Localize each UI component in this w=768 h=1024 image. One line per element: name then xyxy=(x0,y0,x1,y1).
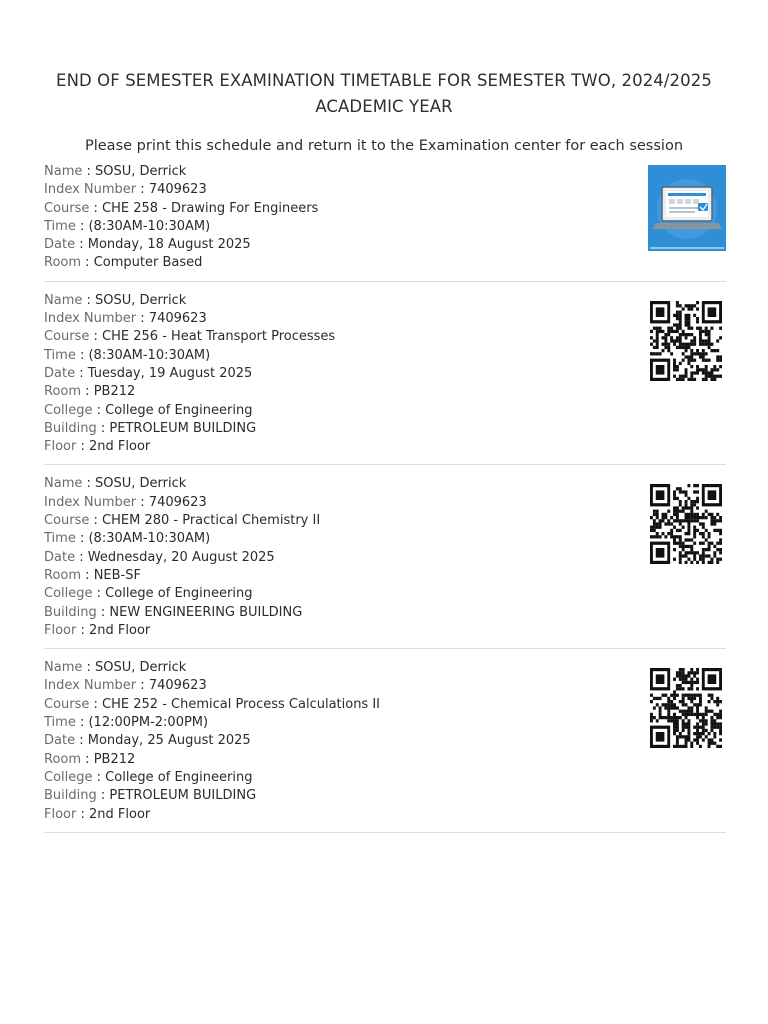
field-course: Course : CHE 252 - Chemical Process Calculations II xyxy=(44,696,381,712)
field-label: Floor xyxy=(44,439,77,455)
field-value: (8:30AM-10:30AM) xyxy=(88,347,211,363)
field-value: CHE 256 - Heat Transport Processes xyxy=(102,329,336,345)
field-value: NEW ENGINEERING BUILDING xyxy=(109,604,303,620)
page-subtitle: Please print this schedule and return it to the Examination center for each session xyxy=(84,138,684,154)
field-label: Course xyxy=(44,696,90,712)
exam-entry xyxy=(44,659,726,833)
field-value: 7409623 xyxy=(148,494,207,510)
field-label: Index Number xyxy=(44,678,137,694)
field-label: Room xyxy=(44,255,82,271)
exam-entry xyxy=(44,292,726,466)
computer-based-exam-illustration xyxy=(648,165,726,251)
field-time: Time : (8:30AM-10:30AM) xyxy=(44,347,211,363)
field-label: Course xyxy=(44,329,90,345)
field-value: NEB-SF xyxy=(93,567,141,583)
field-index-number: Index Number : 7409623 xyxy=(44,182,207,198)
field-date: Date : Wednesday, 20 August 2025 xyxy=(44,549,275,565)
field-date: Date : Monday, 25 August 2025 xyxy=(44,733,251,749)
field-label: Time xyxy=(44,218,76,234)
qr-code-icon xyxy=(650,668,722,748)
field-label: College xyxy=(44,402,93,418)
field-label: Course xyxy=(44,513,90,529)
qr-code-icon xyxy=(650,301,722,381)
field-label: Name xyxy=(44,660,83,676)
field-value: CHE 258 - Drawing For Engineers xyxy=(102,200,319,216)
field-value: Monday, 18 August 2025 xyxy=(87,237,251,253)
field-floor: Floor : 2nd Floor xyxy=(44,622,151,638)
field-value: 2nd Floor xyxy=(89,806,151,822)
field-label: Date xyxy=(44,549,76,565)
exam-entry xyxy=(44,475,726,649)
field-college: College : College of Engineering xyxy=(44,769,253,785)
field-name: Name : SOSU, Derrick xyxy=(44,292,187,308)
field-course: Course : CHE 256 - Heat Transport Processes xyxy=(44,329,336,345)
field-value: College of Engineering xyxy=(105,586,253,602)
field-label: Room xyxy=(44,751,82,767)
field-label: Index Number xyxy=(44,494,137,510)
field-label: Building xyxy=(44,420,97,436)
field-value: CHEM 280 - Practical Chemistry II xyxy=(102,513,321,529)
field-label: Building xyxy=(44,604,97,620)
field-value: PETROLEUM BUILDING xyxy=(109,788,257,804)
field-label: Name xyxy=(44,164,83,179)
field-value: College of Engineering xyxy=(105,402,253,418)
field-value: 2nd Floor xyxy=(89,439,151,455)
field-label: College xyxy=(44,769,93,785)
field-time: Time : (12:00PM-2:00PM) xyxy=(44,715,209,731)
field-building: Building : PETROLEUM BUILDING xyxy=(44,788,257,804)
field-label: Floor xyxy=(44,622,77,638)
field-value: 7409623 xyxy=(148,311,207,327)
field-time: Time : (8:30AM-10:30AM) xyxy=(44,218,211,234)
field-index-number: Index Number : 7409623 xyxy=(44,494,207,510)
field-value: College of Engineering xyxy=(105,769,253,785)
field-name: Name : SOSU, Derrick xyxy=(44,660,187,676)
field-value: SOSU, Derrick xyxy=(95,292,187,308)
field-building: Building : PETROLEUM BUILDING xyxy=(44,420,257,436)
field-date: Date : Monday, 18 August 2025 xyxy=(44,237,251,253)
field-label: Name xyxy=(44,292,83,308)
field-college: College : College of Engineering xyxy=(44,402,253,418)
field-value: (8:30AM-10:30AM) xyxy=(88,531,211,547)
field-course: Course : CHE 258 - Drawing For Engineers xyxy=(44,200,319,216)
field-building: Building : NEW ENGINEERING BUILDING xyxy=(44,604,303,620)
field-label: Building xyxy=(44,788,97,804)
field-value: PB212 xyxy=(93,384,136,400)
field-course: Course : CHEM 280 - Practical Chemistry II xyxy=(44,513,321,529)
field-value: Wednesday, 20 August 2025 xyxy=(87,549,275,565)
field-value: 7409623 xyxy=(148,182,207,198)
field-label: Date xyxy=(44,365,76,381)
field-name: Name : SOSU, Derrick xyxy=(44,476,187,492)
field-college: College : College of Engineering xyxy=(44,586,253,602)
field-floor: Floor : 2nd Floor xyxy=(44,439,151,455)
field-value: Monday, 25 August 2025 xyxy=(87,733,251,749)
field-value: SOSU, Derrick xyxy=(95,660,187,676)
field-value: (8:30AM-10:30AM) xyxy=(88,218,211,234)
field-label: Name xyxy=(44,476,83,492)
field-label: Date xyxy=(44,733,76,749)
field-value: (12:00PM-2:00PM) xyxy=(88,715,209,731)
field-label: Index Number xyxy=(44,311,137,327)
field-time: Time : (8:30AM-10:30AM) xyxy=(44,531,211,547)
field-index-number: Index Number : 7409623 xyxy=(44,678,207,694)
field-room: Room : PB212 xyxy=(44,751,136,767)
field-label: Room xyxy=(44,384,82,400)
field-value: SOSU, Derrick xyxy=(95,476,187,492)
field-value: CHE 252 - Chemical Process Calculations II xyxy=(102,696,381,712)
field-label: Floor xyxy=(44,806,77,822)
field-room: Room : NEB-SF xyxy=(44,567,141,583)
field-floor: Floor : 2nd Floor xyxy=(44,806,151,822)
field-value: 7409623 xyxy=(148,678,207,694)
page-title: END OF SEMESTER EXAMINATION TIMETABLE FOR SEMESTER TWO, 2024/2025 ACADEMIC YEAR xyxy=(56,71,712,116)
field-index-number: Index Number : 7409623 xyxy=(44,311,207,327)
field-room: Room : PB212 xyxy=(44,384,136,400)
field-label: Time xyxy=(44,531,76,547)
field-label: Room xyxy=(44,567,82,583)
field-label: Time xyxy=(44,347,76,363)
field-label: College xyxy=(44,586,93,602)
qr-code-icon xyxy=(650,484,722,564)
field-date: Date : Tuesday, 19 August 2025 xyxy=(44,365,253,381)
field-value: 2nd Floor xyxy=(89,622,151,638)
field-value: SOSU, Derrick xyxy=(95,164,187,179)
field-label: Time xyxy=(44,715,76,731)
exam-entry xyxy=(44,163,726,282)
field-name: Name : SOSU, Derrick xyxy=(44,164,187,179)
exam-entries-list xyxy=(44,163,726,843)
field-room: Room : Computer Based xyxy=(44,255,203,271)
field-value: PB212 xyxy=(93,751,136,767)
field-label: Course xyxy=(44,200,90,216)
field-label: Index Number xyxy=(44,182,137,198)
field-value: Tuesday, 19 August 2025 xyxy=(87,365,253,381)
field-value: PETROLEUM BUILDING xyxy=(109,420,257,436)
field-value: Computer Based xyxy=(93,255,203,271)
field-label: Date xyxy=(44,237,76,253)
